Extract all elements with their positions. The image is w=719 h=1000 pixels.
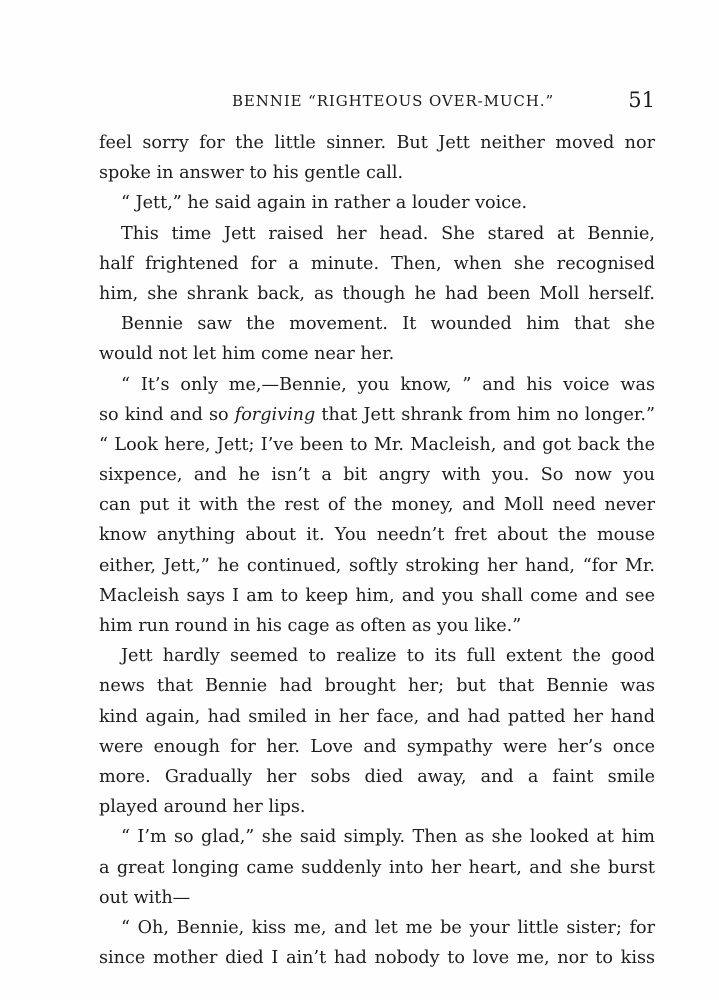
- text-segment: that Jett shrank from him no longer.”: [315, 404, 655, 425]
- text-line: “ Jett,” he said again in rather a louder voice.: [121, 193, 528, 214]
- text-line: Jett hardly seemed to realize to its full extent the good: [121, 646, 655, 667]
- text-line: were enough for her. Love and sympathy were her’s once: [99, 736, 655, 757]
- text-line: since mother died I ain’t had nobody to love me, nor to kiss: [99, 948, 655, 969]
- text-line: know anything about it. You needn’t fret about the mouse: [99, 525, 655, 546]
- text-line: would not let him come near her.: [99, 344, 395, 365]
- text-line: can put it with the rest of the money, and Moll need never: [99, 495, 655, 516]
- body-text: [99, 128, 655, 973]
- text-line: news that Bennie had brought her; but that Bennie was: [99, 676, 655, 697]
- text-line: spoke in answer to his gentle call.: [99, 163, 404, 184]
- page-number: 51: [628, 88, 655, 112]
- text-line: kind again, had smiled in her face, and had patted her hand: [99, 706, 655, 727]
- text-line: Bennie saw the movement. It wounded him that she: [121, 314, 655, 335]
- text-line: “ I’m so glad,” she said simply. Then as she looked at him: [121, 827, 655, 848]
- text-line: either, Jett,” he continued, softly stroking her hand, “for Mr.: [99, 555, 655, 576]
- text-line: feel sorry for the little sinner. But Jett neither moved nor: [99, 133, 655, 153]
- text-line: him run round in his cage as often as you like.”: [99, 616, 522, 636]
- text-line: Macleish says I am to keep him, and you shall come and see: [99, 585, 655, 606]
- running-title: BENNIE “RIGHTEOUS OVER-MUCH.”: [232, 92, 555, 110]
- running-head: [99, 88, 655, 116]
- text-line: more. Gradually her sobs died away, and a faint smile: [99, 766, 655, 787]
- text-line: played around her lips.: [99, 797, 306, 818]
- text-line: him, she shrank back, as though he had been Moll herself.: [99, 283, 655, 304]
- text-line: “ It’s only me,—Bennie, you know, ” and his voice was: [121, 374, 655, 395]
- text-line: half frightened for a minute. Then, when she recognised: [99, 253, 655, 274]
- text-line: out with—: [99, 887, 191, 908]
- text-segment: so kind and so: [99, 404, 235, 425]
- text-line: sixpence, and he isn’t a bit angry with you. So now you: [99, 465, 655, 486]
- italic-word: forgiving: [234, 404, 316, 425]
- text-line: “ Oh, Bennie, kiss me, and let me be your little sister; for: [121, 917, 655, 938]
- text-line: a great longing came suddenly into her heart, and she burst: [99, 857, 655, 878]
- text-line-with-italic: [99, 400, 655, 430]
- text-line: “ Look here, Jett; I’ve been to Mr. Macleish, and got back the: [99, 434, 655, 455]
- text-line: This time Jett raised her head. She stared at Bennie,: [121, 223, 655, 244]
